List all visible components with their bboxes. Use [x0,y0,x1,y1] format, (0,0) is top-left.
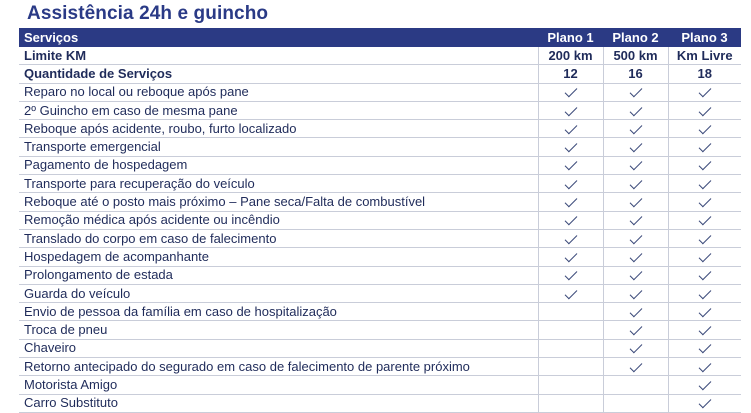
service-plan-3-cell [668,358,741,376]
service-plan-2-cell [603,339,668,357]
check-icon [629,158,642,171]
page-title: Assistência 24h e guincho [27,3,269,24]
service-plan-3-cell [668,193,741,211]
service-plan-2-cell [603,175,668,193]
service-plan-1-cell [538,193,603,211]
service-plan-2-cell [603,138,668,156]
service-name: Chaveiro [19,339,538,357]
services-table [19,28,741,413]
table-row [19,339,741,357]
service-plan-1-cell [538,266,603,284]
header-plan-2: Plano 2 [603,28,668,47]
service-plan-1-cell [538,211,603,229]
check-icon [698,286,711,299]
service-plan-1-cell [538,229,603,247]
table-row [19,376,741,394]
service-plan-1-cell [538,321,603,339]
table-row [19,175,741,193]
check-icon [698,378,711,391]
service-name: Reboque até o posto mais próximo – Pane seca/Falta de combustível [19,193,538,211]
service-plan-1-cell [538,339,603,357]
table-header-row [19,28,741,47]
check-icon [698,359,711,372]
service-name: Remoção médica após acidente ou incêndio [19,211,538,229]
service-plan-2-cell [603,156,668,174]
service-plan-2-cell [603,376,668,394]
service-plan-3-cell [668,229,741,247]
service-name: Retorno antecipado do segurado em caso de falecimento de parente próximo [19,358,538,376]
table-row [19,101,741,119]
header-plan-3: Plano 3 [668,28,741,47]
table-row [19,394,741,412]
check-icon [629,176,642,189]
service-plan-2-cell [603,284,668,302]
service-name: Pagamento de hospedagem [19,156,538,174]
service-plan-1-cell [538,248,603,266]
table-row [19,193,741,211]
check-icon [698,323,711,336]
check-icon [698,231,711,244]
check-icon [629,231,642,244]
service-name: Prolongamento de estada [19,266,538,284]
service-plan-1-cell [538,284,603,302]
service-plan-3-cell [668,138,741,156]
table-row [19,321,741,339]
service-plan-2-cell [603,266,668,284]
table-row [19,211,741,229]
table-row [19,303,741,321]
service-plan-2-cell [603,120,668,138]
service-plan-1-cell [538,120,603,138]
service-plan-3-cell [668,101,741,119]
quantity-row [19,65,741,83]
check-icon [564,176,577,189]
check-icon [564,268,577,281]
service-name: Transporte emergencial [19,138,538,156]
service-plan-2-cell [603,101,668,119]
service-plan-1-cell [538,303,603,321]
service-plan-3-cell [668,120,741,138]
check-icon [698,213,711,226]
quantity-label: Quantidade de Serviços [19,65,538,83]
check-icon [629,341,642,354]
service-plan-3-cell [668,248,741,266]
service-name: 2º Guincho em caso de mesma pane [19,101,538,119]
service-plan-3-cell [668,156,741,174]
check-icon [698,195,711,208]
service-name: Reparo no local ou reboque após pane [19,83,538,101]
check-icon [698,122,711,135]
table-row [19,138,741,156]
service-plan-3-cell [668,394,741,412]
quantity-plan-3: 18 [668,65,741,83]
check-icon [564,140,577,153]
check-icon [698,158,711,171]
service-plan-1-cell [538,83,603,101]
service-name: Guarda do veículo [19,284,538,302]
check-icon [629,323,642,336]
service-name: Transporte para recuperação do veículo [19,175,538,193]
service-plan-3-cell [668,266,741,284]
service-plan-3-cell [668,321,741,339]
service-name: Hospedagem de acompanhante [19,248,538,266]
service-name: Reboque após acidente, roubo, furto localizado [19,120,538,138]
check-icon [629,213,642,226]
service-plan-3-cell [668,303,741,321]
service-plan-3-cell [668,284,741,302]
service-plan-3-cell [668,211,741,229]
check-icon [629,195,642,208]
check-icon [564,85,577,98]
table-row [19,248,741,266]
service-name: Carro Substituto [19,394,538,412]
service-plan-2-cell [603,303,668,321]
check-icon [698,85,711,98]
check-icon [698,140,711,153]
check-icon [629,140,642,153]
check-icon [564,195,577,208]
check-icon [629,268,642,281]
service-plan-3-cell [668,175,741,193]
service-plan-2-cell [603,83,668,101]
check-icon [629,304,642,317]
check-icon [629,286,642,299]
check-icon [629,250,642,263]
table-row [19,229,741,247]
service-plan-2-cell [603,358,668,376]
check-icon [698,176,711,189]
quantity-plan-1: 12 [538,65,603,83]
limit-km-plan-1: 200 km [538,47,603,65]
check-icon [698,396,711,409]
table-row [19,266,741,284]
table-row [19,284,741,302]
service-plan-1-cell [538,376,603,394]
limit-km-row [19,47,741,65]
service-name: Motorista Amigo [19,376,538,394]
service-name: Troca de pneu [19,321,538,339]
check-icon [698,250,711,263]
check-icon [564,231,577,244]
service-name: Envio de pessoa da família em caso de hospitalização [19,303,538,321]
check-icon [564,250,577,263]
check-icon [698,268,711,281]
check-icon [564,213,577,226]
check-icon [564,103,577,116]
service-plan-2-cell [603,211,668,229]
service-name: Translado do corpo em caso de falecimento [19,229,538,247]
check-icon [629,103,642,116]
check-icon [698,103,711,116]
service-plan-2-cell [603,193,668,211]
limit-km-label: Limite KM [19,47,538,65]
service-plan-2-cell [603,394,668,412]
limit-km-plan-3: Km Livre [668,47,741,65]
table-row [19,83,741,101]
check-icon [564,286,577,299]
service-plan-1-cell [538,101,603,119]
service-plan-3-cell [668,339,741,357]
service-plan-2-cell [603,321,668,339]
check-icon [629,359,642,372]
service-plan-3-cell [668,376,741,394]
check-icon [564,122,577,135]
service-plan-3-cell [668,83,741,101]
check-icon [629,122,642,135]
table-row [19,358,741,376]
check-icon [698,304,711,317]
check-icon [564,158,577,171]
service-plan-2-cell [603,229,668,247]
table-row [19,120,741,138]
check-icon [629,85,642,98]
service-plan-1-cell [538,175,603,193]
service-plan-1-cell [538,138,603,156]
service-plan-2-cell [603,248,668,266]
check-icon [698,341,711,354]
service-plan-1-cell [538,394,603,412]
quantity-plan-2: 16 [603,65,668,83]
header-plan-1: Plano 1 [538,28,603,47]
limit-km-plan-2: 500 km [603,47,668,65]
service-plan-1-cell [538,156,603,174]
header-services: Serviços [19,28,538,47]
table-row [19,156,741,174]
service-plan-1-cell [538,358,603,376]
